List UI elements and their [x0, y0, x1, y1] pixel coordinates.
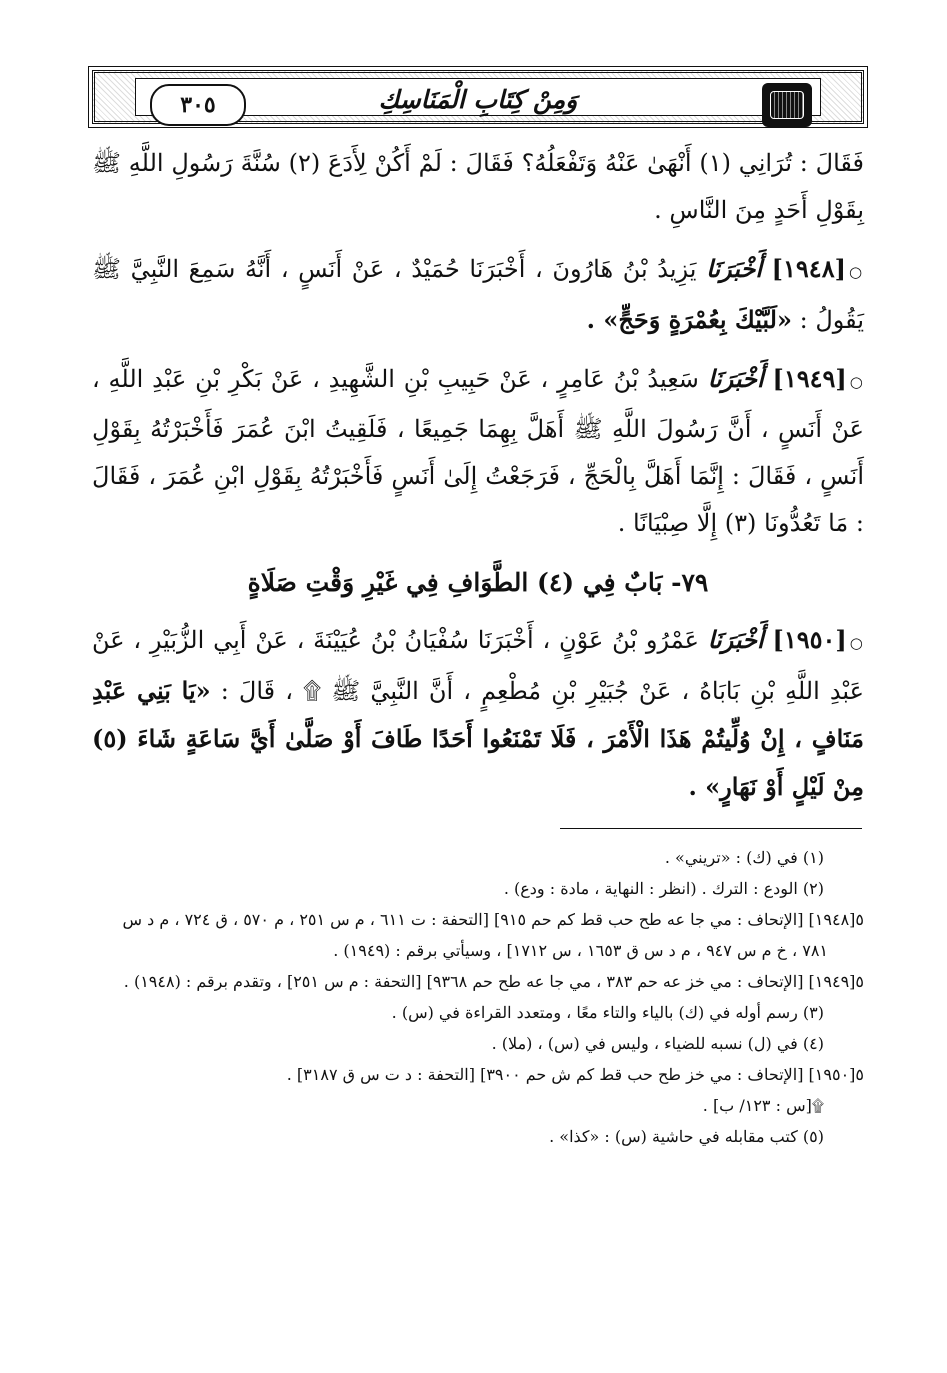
- hadith-lead-word: أَخْبَرَنَا: [707, 625, 764, 654]
- footnote-divider: [560, 828, 862, 829]
- main-text: [92, 140, 864, 811]
- hadith-number: [١٩٤٨]: [771, 254, 846, 283]
- footnote: (٣) رسم أوله في (ك) بالياء والتاء معًا ، ومتعدد القراءة في (س) .: [391, 1003, 824, 1022]
- footnote: (٤) في (ل) نسبه للضياء ، وليس في (س) ، (ملا) .: [491, 1034, 824, 1053]
- footnote-takhrij: ٥[١٩٤٨] [الإتحاف : مي جا عه طح حب قط كم حم ٩١٥] [التحفة : ت ٦١١ ، م س ٢٥١ ، م ٥٧٠ ، ق ٧٢٤ ، م د س ٧٨١ ، خ م س ٩٤٧ ، م د س ق ١٦٥٣ ، س ١٧١٢] ، وسيأتي برقم : (١٩٤٩) .: [122, 910, 864, 960]
- hadith-lead-word: أَخْبَرَنَا: [707, 364, 764, 393]
- hadith-text: سَعِيدُ بْنُ عَامِرٍ ، عَنْ حَبِيبِ بْنِ الشَّهِيدِ ، عَنْ بَكْرِ بْنِ عَبْدِ اللَّهِ ، عَنْ أَنَسٍ ، أَنَّ رَسُولَ اللَّهِ ﷺ أَهَلَّ بِهِمَا جَمِيعًا ، فَلَقِيتُ ابْنَ عُمَرَ فَأَخْبَرْتُهُ بِقَوْلِ أَنَسٍ ، فَقَالَ : إِنَّمَا أَهَلَّ بِالْحَجِّ ، فَرَجَعْتُ إِلَىٰ أَنَسٍ فَأَخْبَرْتُهُ بِقَوْلِ ابْنِ عُمَرَ ، فَقَالَ : مَا تَعُدُّونَا (٣) إِلَّا صِبْيَانًا .: [92, 365, 865, 537]
- hadith-marker-icon: ○: [849, 373, 864, 391]
- hadith-quote: «لَبَّيْكَ بِعُمْرَةٍ وَحَجٍّ» .: [586, 305, 792, 334]
- footnote-takhrij: ٥[١٩٤٩] [الإتحاف : مي خز عه حم ٣٨٣ ، مي جا عه طح حم ٩٣٦٨] [التحفة : م س ٢٥١] ، وتقدم برقم : (١٩٤٨) .: [123, 972, 864, 991]
- page-number: ٣٠٥: [150, 84, 246, 126]
- hadith-quote: «يَا بَنِي عَبْدِ مَنَافٍ ، إِنْ وُلِّيتُمْ هَذَا الْأَمْرَ ، فَلَا تَمْنَعُوا أَحَدًا طَافَ أَوْ صَلَّىٰ أَيَّ سَاعَةٍ شَاءَ (٥) مِنْ لَيْلٍ أَوْ نَهَارٍ» .: [92, 676, 864, 801]
- footnote: (١) في (ك) : «تريني» .: [664, 848, 824, 867]
- footnote-takhrij: ٥[١٩٥٠] [الإتحاف : مي خز طح حب قط كم ش حم ٣٩٠٠] [التحفة : د ت س ق ٣١٨٧] .: [286, 1065, 864, 1084]
- footnote: (٢) الودع : الترك . (انظر : النهاية ، مادة : ودع) .: [503, 879, 824, 898]
- footnote-manuscript-ref: ۩[س : ١٢٣/ ب] .: [702, 1096, 824, 1115]
- hadith-1949: [92, 355, 864, 547]
- hadith-number: [١٩٥٠]: [772, 625, 847, 654]
- hadith-number: [١٩٤٩]: [772, 364, 847, 393]
- hadith-text: يَزِيدُ بْنُ هَارُونَ ، أَخْبَرَنَا حُمَيْدٌ ، عَنْ أَنَسٍ ، أَنَّهُ سَمِعَ النَّبِيَّ ﷺ يَقُولُ :: [92, 255, 864, 334]
- running-title: وَمِنْ كِتَابِ الْمَنَاسِكِ: [378, 85, 578, 114]
- hadith-1950: [92, 616, 864, 811]
- hadith-marker-icon: ○: [849, 634, 864, 652]
- chapter-heading: ٧٩- بَابٌ فِي (٤) الطَّوَافِ فِي غَيْرِ وَقْتِ صَلَاةٍ: [247, 568, 709, 597]
- footnote: (٥) كتب مقابله في حاشية (س) : «كذا» .: [549, 1127, 824, 1146]
- hadith-text: عَمْرُو بْنُ عَوْنٍ ، أَخْبَرَنَا سُفْيَانُ بْنُ عُيَيْنَةَ ، عَنْ أَبِي الزُّبَيْرِ ، عَنْ عَبْدِ اللَّهِ بْنِ بَابَاهُ ، عَنْ جُبَيْرِ بْنِ مُطْعِمٍ ، أَنَّ النَّبِيَّ ﷺ ۩ ، قَالَ :: [92, 626, 864, 705]
- publisher-seal-icon: [762, 83, 812, 127]
- page-header: [92, 70, 864, 124]
- hadith-marker-icon: ○: [848, 263, 864, 281]
- hadith-1948: [92, 245, 864, 344]
- hadith-lead-word: أَخْبَرَنَا: [706, 254, 763, 283]
- header-frame: [135, 78, 821, 116]
- paragraph-continuation: فَقَالَ : تُرَانِي (١) أَنْهَىٰ عَنْهُ وَتَفْعَلُهُ؟ فَقَالَ : لَمْ أَكُنْ لِأَدَعَ (٢) سُنَّةَ رَسُولِ اللَّهِ ﷺ بِقَوْلِ أَحَدٍ مِنَ النَّاسِ .: [92, 149, 864, 224]
- footnotes: [92, 842, 864, 1152]
